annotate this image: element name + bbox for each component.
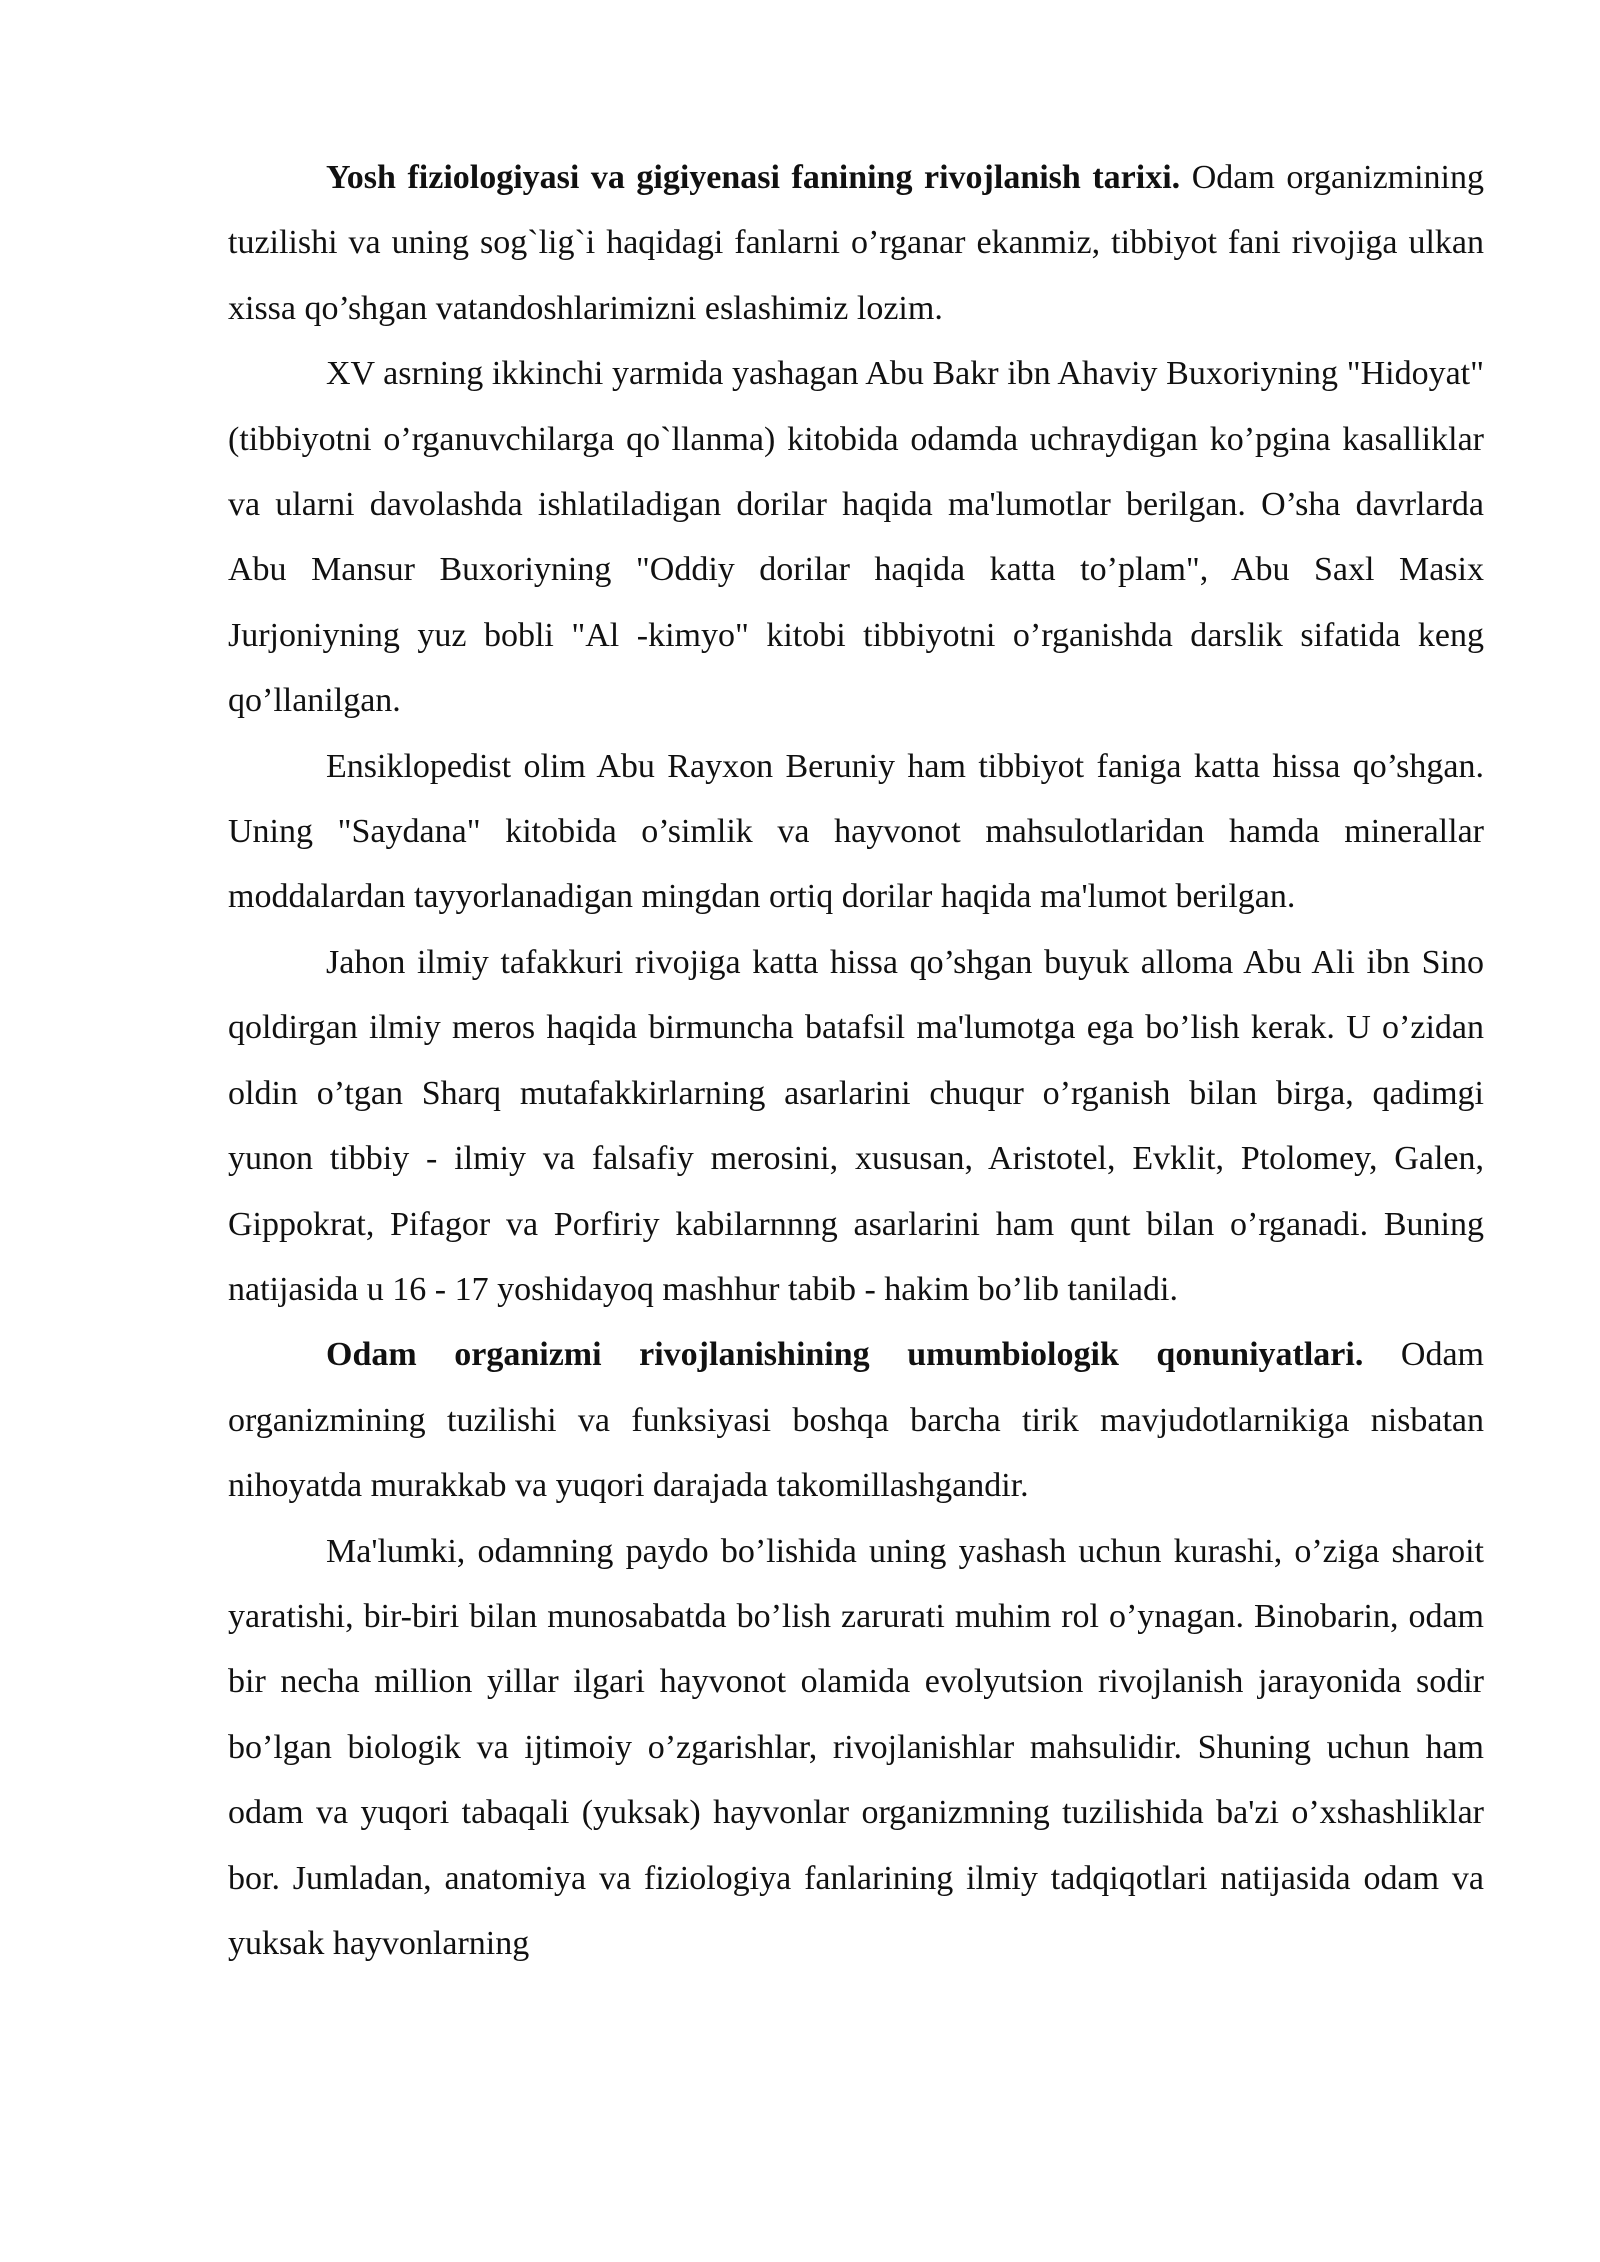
paragraph-text: Jahon ilmiy tafakkuri rivojiga katta hissa qo’shgan buyuk alloma Abu Ali ibn Sino qoldirgan ilmiy meros haqida birmuncha batafsil ma'lumotga ega bo’lish kerak. U o’zidan oldin o’tgan Sharq mutafakkirlarning asarlarini chuqur o’rganish bilan birga, qadimgi yunon tibbiy - ilmiy va falsafiy merosini, xususan, Aristotel, Evklit, Ptolomey, Galen, Gippokrat, Pifagor va Porfiriy kabilarnnng asarlarini ham qunt bilan o’rganadi. Buning natijasida u 16 - 17 yoshidayoq mashhur tabib - hakim bo’lib taniladi. (228, 943, 1484, 1308)
paragraph-text: XV asrning ikkinchi yarmida yashagan Abu Bakr ibn Ahaviy Buxoriyning "Hidoyat" (tibbiyotni o’rganuvchilarga qo`llanma) kitobida odamda uchraydigan ko’pgina kasalliklar va ularni davolashda ishlatiladigan dorilar haqida ma'lumotlar berilgan. O’sha davrlarda Abu Mansur Buxoriyning "Oddiy dorilar haqida katta to’plam", Abu Saxl Masix Jurjoniyning yuz bobli "Al -kimyo" kitobi tibbiyotni o’rganishda darslik sifatida keng qo’llanilgan. (228, 355, 1484, 720)
document-page (228, 145, 1484, 1976)
section-heading-history: Yosh fiziologiyasi va gigiyenasi fanining rivojlanish tarixi. (326, 159, 1181, 196)
paragraph-beruniy (228, 734, 1484, 930)
paragraph-ibn-sino (228, 930, 1484, 1322)
paragraph-text: Ma'lumki, odamning paydo bo’lishida uning yashash uchun kurashi, o’ziga sharoit yaratishi, bir-biri bilan munosabatda bo’lish zarurati muhim rol o’ynagan. Binobarin, odam bir necha million yillar ilgari hayvonot olamida evolyutsion rivojlanish jarayonida sodir bo’lgan biologik va ijtimoiy o’zgarishlar, rivojlanishlar mahsulidir. Shuning uchun ham odam va yuqori tabaqali (yuksak) hayvonlar organizmning tuzilishida ba'zi o’xshashliklar bor. Jumladan, anatomiya va fiziologiya fanlarining ilmiy tadqiqotlari natijasida odam va yuksak hayvonlarning (228, 1532, 1484, 1962)
paragraph-history-intro (228, 145, 1484, 341)
paragraph-text: Odam organizmining tuzilishi va uning sog`lig`i haqidagi fanlarni o’rganar ekanmiz, tibbiyot fani rivojiga ulkan xissa qo’shgan vatandoshlarimizni eslashimiz lozim. (228, 159, 1484, 327)
paragraph-evolution (228, 1519, 1484, 1977)
paragraph-hidoyat (228, 341, 1484, 733)
paragraph-biology-intro (228, 1322, 1484, 1518)
section-heading-biology: Odam organizmi rivojlanishining umumbiologik qonuniyatlari. (326, 1336, 1364, 1374)
paragraph-text: Odam organizmining tuzilishi va funksiyasi boshqa barcha tirik mavjudotlarnikiga nisbatan nihoyatda murakkab va yuqori darajada takomillashgandir. (228, 1336, 1484, 1505)
paragraph-text: Ensiklopedist olim Abu Rayxon Beruniy ham tibbiyot faniga katta hissa qo’shgan. Uning "Saydana" kitobida o’simlik va hayvonot mahsulotlaridan hamda minerallar moddalardan tayyorlanadigan mingdan ortiq dorilar haqida ma'lumot berilgan. (228, 747, 1484, 916)
